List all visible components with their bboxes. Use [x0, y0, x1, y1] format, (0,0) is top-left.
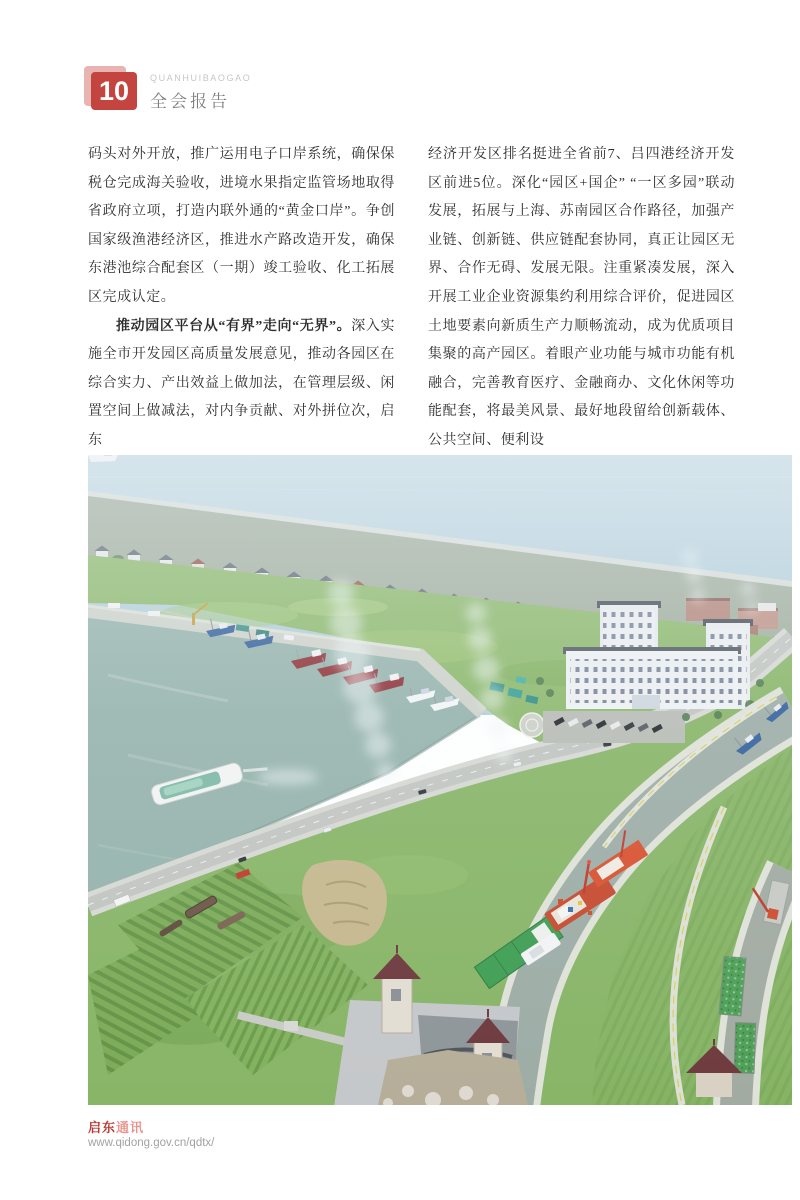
paragraph-new: [88, 313, 395, 456]
paragraph-lead-rest: 深入实施全市开发园区高质量发展意见，推动各园区在综合实力、产出效益上做加法，在管理层级、闲置空间上做减法，对内争贡献、对外拼位次，启东: [88, 318, 395, 448]
section-pinyin: QUANHUIBAOGAO: [150, 73, 252, 83]
article-column-right: [428, 141, 735, 456]
article-column-left: [88, 141, 395, 456]
haze-overlay: [88, 455, 792, 1105]
paragraph-lead-bold: 推动园区平台从“有界”走向“无界”。: [116, 318, 352, 334]
footer-url: www.qidong.gov.cn/qdtx/: [88, 1137, 215, 1149]
page-footer: [88, 1117, 214, 1149]
brand-secondary: 通讯: [116, 1120, 145, 1135]
page-number: 10: [98, 75, 130, 106]
page-number-badge: [91, 72, 137, 110]
paragraph-continuation: 经济开发区排名挺进全省前7、吕四港经济开发区前进5位。深化“园区+国企” “一区多园”联动发展，拓展与上海、苏南园区合作路径，加强产业链、创新链、供应链配套协同，真正让园区无界、合作无碍、发展无限。注重紧凑发展，深入开展工业企业资源集约利用综合评价，促进园区土地要素向新质生产力顺畅流动，成为优质项目集聚的高产园区。着眼产业功能与城市功能有机融合，完善教育医疗、金融商办、文化休闲等功能配套，将最美风景、最好地段留给创新载体、公共空间、便利设: [428, 147, 735, 448]
brand-logo: [88, 1117, 214, 1136]
article-body: [88, 141, 735, 456]
section-header: [150, 66, 251, 112]
section-title: 全会报告: [150, 92, 230, 111]
aerial-photo: [88, 455, 792, 1105]
page-number-block: [84, 66, 136, 112]
brand-primary: 启东: [88, 1120, 117, 1135]
page-header: [84, 66, 251, 112]
paragraph-continued: 码头对外开放，推广运用电子口岸系统，确保保税仓完成海关验收，进境水果指定监管场地取得省政府立项，打造内联外通的“黄金口岸”。争创国家级渔港经济区，推进水产路改造开发，确保东港池综合配套区（一期）竣工验收、化工拓展区完成认定。: [88, 147, 395, 305]
